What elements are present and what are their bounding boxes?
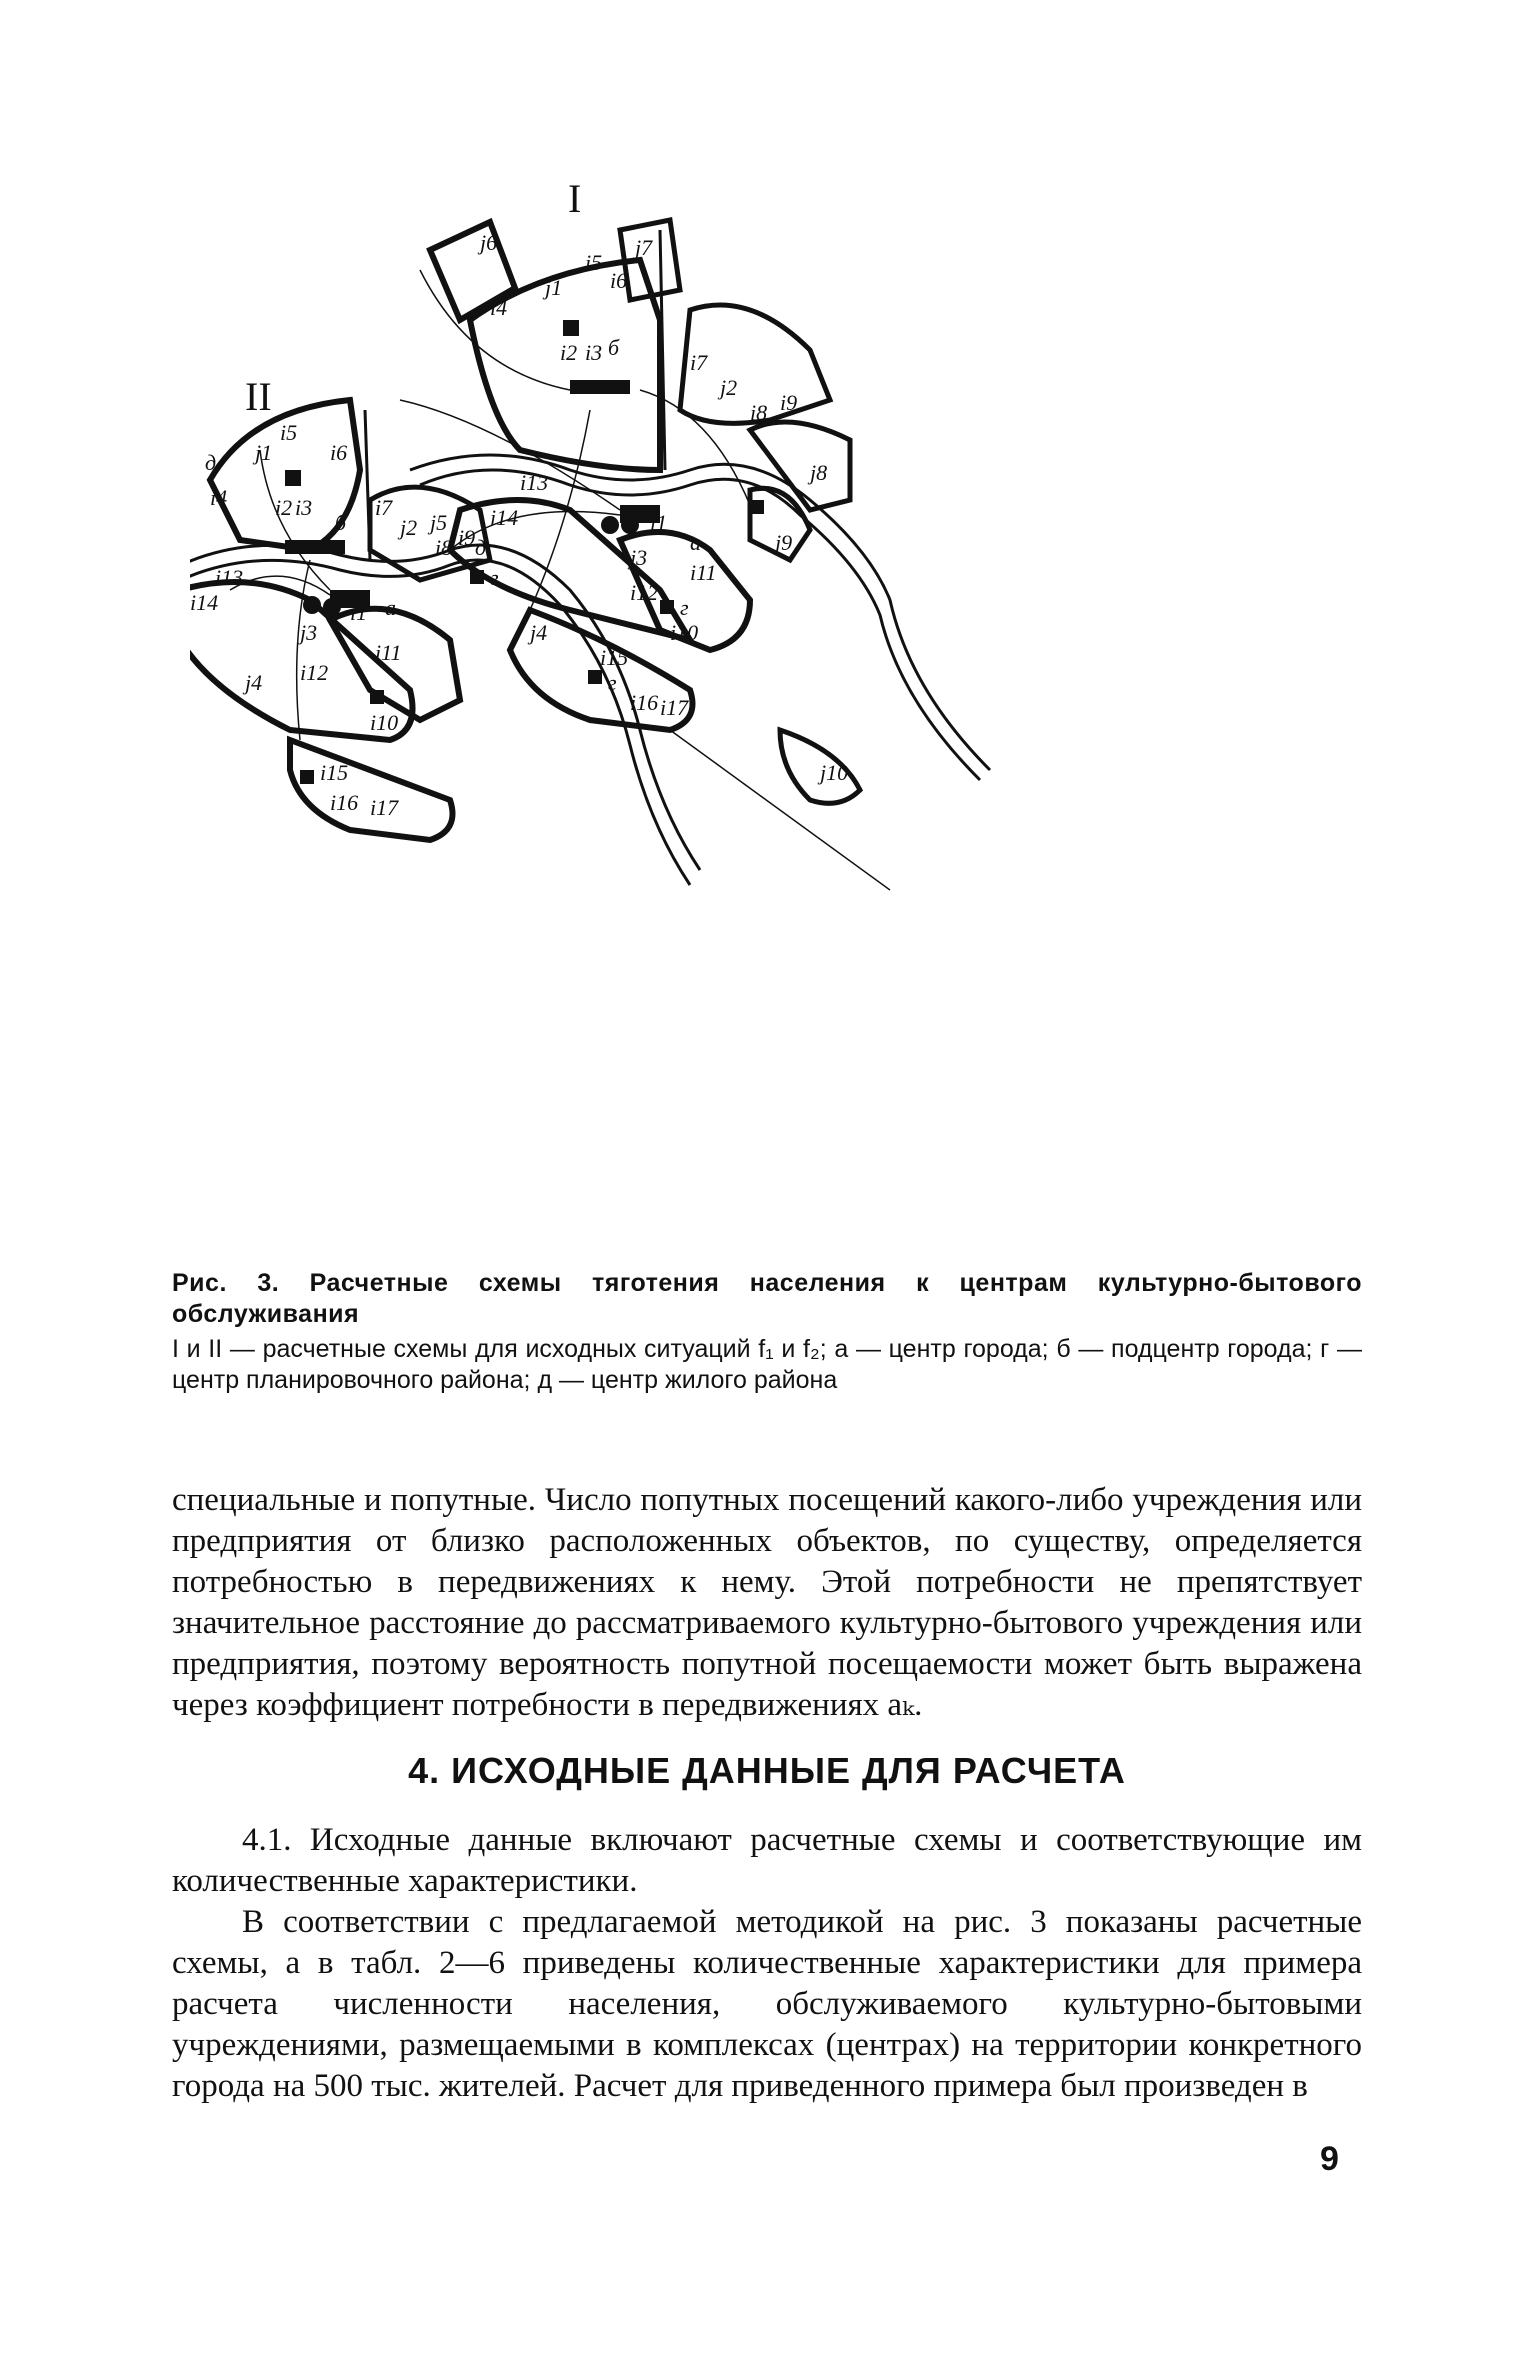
figure-3-map xyxy=(190,170,1370,1230)
map-label: i2 xyxy=(275,495,293,520)
map-label: i1 xyxy=(650,510,668,535)
body-paragraph-block xyxy=(172,1480,1362,1726)
map-label: j5 xyxy=(430,510,448,535)
map-label: i1 xyxy=(350,600,368,625)
map-label: i3 xyxy=(585,340,603,365)
center-node-3 xyxy=(303,596,321,614)
map-label: j8 xyxy=(810,460,828,485)
map-label: i17 xyxy=(660,695,689,720)
flow-line xyxy=(670,730,890,890)
map-label: i8 xyxy=(750,400,768,425)
map-label: j3 xyxy=(630,545,648,570)
map-label: j1 xyxy=(545,275,563,300)
section-paragraph-1: 4.1. Исходные данные включают расчетные схемы и соответствующие им количественные характеристики. xyxy=(172,1822,1362,1899)
subcenter-b-1 xyxy=(570,380,630,394)
district-center-1 xyxy=(563,320,579,336)
map-label: i13 xyxy=(215,565,244,590)
map-label: а xyxy=(385,595,396,620)
map-label: i17 xyxy=(370,795,399,820)
map-label: i9 xyxy=(780,390,798,415)
map-label: j4 xyxy=(245,670,263,695)
map-label: i12 xyxy=(630,580,659,605)
map-label: д xyxy=(475,535,487,560)
map-label: б xyxy=(608,335,620,360)
scheme-label-2: II xyxy=(245,374,272,419)
map-label: j2 xyxy=(720,375,738,400)
center-node-4 xyxy=(323,598,341,616)
map-label: i16 xyxy=(330,790,359,815)
district-north-outline xyxy=(470,260,660,470)
map-label: j1 xyxy=(255,440,273,465)
map-label: i3 xyxy=(295,495,313,520)
district-center-i15-2 xyxy=(300,770,314,784)
map-label: а xyxy=(690,530,701,555)
map-label: i12 xyxy=(300,660,329,685)
map-label: i6 xyxy=(610,268,628,293)
map-label: i11 xyxy=(690,560,717,585)
district-center-j8 xyxy=(750,500,764,514)
map-label: д xyxy=(205,450,217,475)
map-label: i8 xyxy=(435,535,453,560)
map-label: i6 xyxy=(330,440,348,465)
map-label: i7 xyxy=(690,350,708,375)
district-center-i10-2 xyxy=(370,690,384,704)
map-label: i15 xyxy=(320,760,349,785)
district-center-g2 xyxy=(588,670,602,684)
flow-arc xyxy=(297,560,310,740)
figure-caption xyxy=(172,1268,1362,1396)
map-label: i14 xyxy=(190,590,219,615)
map-label: i11 xyxy=(375,640,402,665)
map-label: i9 xyxy=(458,525,476,550)
body-paragraph: специальные и попутные. Число попутных посещений какого-либо учреждения или предприятия от близко расположенных объектов, по существу, определяется потребностью в передвижениях к нему. Этой потребности не препятствует значительное расстояние до рассматриваемого культурно-бытового учреждения или предприятия, поэтому вероятность попутной посещаемости может быть выражена через коэффициент потребности в передвижениях aₖ. xyxy=(172,1482,1362,1723)
map-label: i10 xyxy=(670,620,699,645)
caption-legend: I и II — расчетные схемы для исходных ситуаций f₁ и f₂; а — центр города; б — подцентр города; г — центр планировочного района; д — центр жилого района xyxy=(172,1335,1362,1394)
map-label: j3 xyxy=(300,620,318,645)
center-node-2 xyxy=(621,516,639,534)
map-label: б xyxy=(335,510,347,535)
map-label: i5 xyxy=(280,420,298,445)
caption-title: Рис. 3. Расчетные схемы тяготения населения к центрам культурно-бытового обслуживания xyxy=(172,1269,1362,1328)
subcenter-b-2 xyxy=(285,540,345,554)
map-label: г xyxy=(680,595,689,620)
district-center-g-2 xyxy=(470,570,484,584)
section-paragraph-2: В соответствии с предлагаемой методикой на рис. 3 показаны расчетные схемы, а в табл. 2—6 приведены количественные характеристики для примера расчета численности населения, обслуживаемого культурно-бытовыми учреждениями, размещаемыми в комплексах (центрах) на территории конкретного города на 500 тыс. жителей. Расчет для приведенного примера был произведен в xyxy=(172,1904,1362,2104)
map-label: j6 xyxy=(480,230,498,255)
map-label: г xyxy=(608,670,617,695)
section-body xyxy=(172,1820,1362,2107)
flow-arc xyxy=(640,390,750,505)
district-j8-outline xyxy=(750,422,850,510)
map-label: j9 xyxy=(775,530,793,555)
map-label: i7 xyxy=(375,495,393,520)
map-label: j7 xyxy=(635,235,653,260)
map-label: i2 xyxy=(560,340,578,365)
district-south-outline-2 xyxy=(290,740,453,840)
page-number: 9 xyxy=(1320,2140,1339,2178)
scheme-2-labels xyxy=(190,420,499,820)
map-drawing xyxy=(190,170,1370,1230)
district-center-g xyxy=(660,600,674,614)
scheme-label-1: I xyxy=(568,176,582,221)
map-label: j2 xyxy=(400,515,418,540)
map-label: i14 xyxy=(490,505,519,530)
map-label: i13 xyxy=(520,470,549,495)
map-label: i4 xyxy=(490,295,508,320)
center-node-1 xyxy=(601,516,619,534)
district-center-2 xyxy=(285,470,301,486)
map-label: i15 xyxy=(600,645,629,670)
section-heading: 4. ИСХОДНЫЕ ДАННЫЕ ДЛЯ РАСЧЕТА xyxy=(408,1750,1126,1791)
map-label: г xyxy=(490,565,499,590)
map-label: i4 xyxy=(210,485,228,510)
map-label: j4 xyxy=(530,620,548,645)
map-label: j10 xyxy=(820,760,849,785)
map-label: i5 xyxy=(585,250,603,275)
map-label: i16 xyxy=(630,690,659,715)
map-label: i10 xyxy=(370,710,399,735)
